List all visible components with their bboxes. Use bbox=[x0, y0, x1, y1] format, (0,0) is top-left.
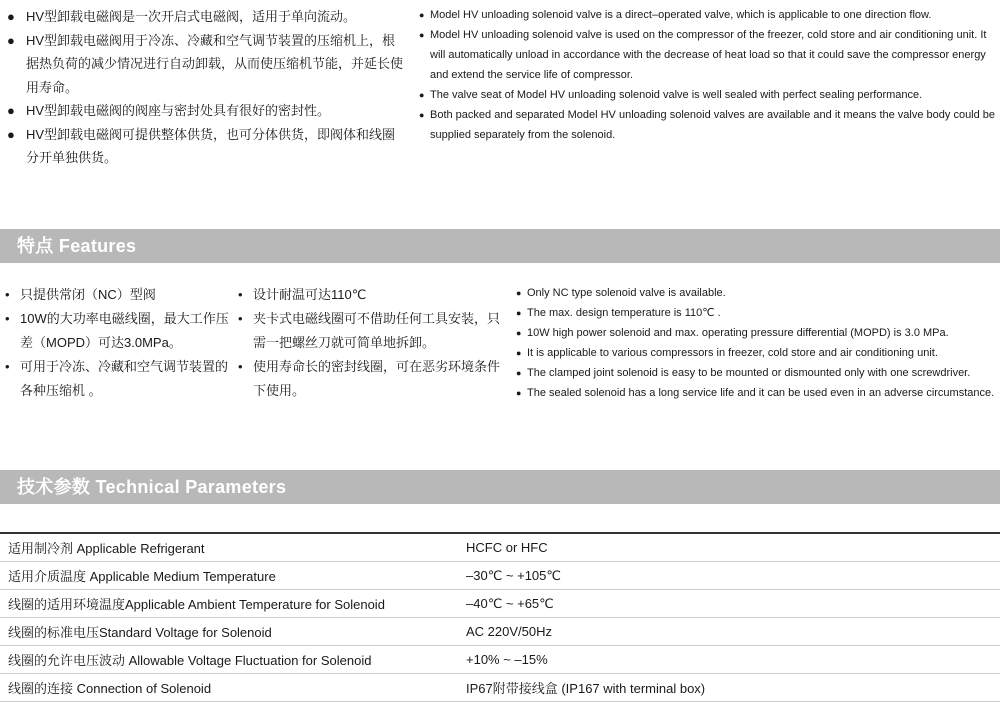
bullet-icon: ● bbox=[419, 30, 425, 40]
bullet-icon: ● bbox=[7, 126, 15, 142]
bullet-icon: ● bbox=[516, 308, 522, 318]
bullet-icon: ● bbox=[516, 388, 522, 398]
list-item: ● HV型卸载电磁阀是一次开启式电磁阀，适用于单向流动。 bbox=[4, 5, 404, 29]
param-label: 适用介质温度 Applicable Medium Temperature bbox=[0, 562, 466, 590]
list-item: ● The max. design temperature is 110℃ . bbox=[515, 303, 997, 323]
table-row bbox=[0, 618, 1000, 646]
table-row bbox=[0, 533, 1000, 562]
bullet-icon: ● bbox=[419, 110, 425, 120]
list-item: ● HV型卸载电磁阀可提供整体供货，也可分体供货，即阀体和线圈分开单独供货。 bbox=[4, 123, 404, 170]
features-en-list bbox=[515, 283, 997, 403]
bullet-icon: • bbox=[238, 359, 243, 374]
list-item: ● The sealed solenoid has a long service life and it can be used even in an adverse circumstance. bbox=[515, 383, 997, 403]
list-item: ● The clamped joint solenoid is easy to be mounted or dismounted only with one screwdriver. bbox=[515, 363, 997, 383]
param-value: –30℃ ~ +105℃ bbox=[466, 562, 1000, 590]
list-item: • 设计耐温可达110℃ bbox=[235, 283, 503, 307]
param-value: IP67附带接线盒 (IP167 with terminal box) bbox=[466, 674, 1000, 702]
list-item: ● Both packed and separated Model HV unloading solenoid valves are available and it means the valve body could be supplied separately from the solenoid. bbox=[418, 105, 998, 145]
bullet-icon: ● bbox=[419, 10, 425, 20]
intro-en-list bbox=[418, 5, 998, 145]
bullet-icon: • bbox=[5, 287, 10, 302]
list-item: ● HV型卸载电磁阀用于冷冻、冷藏和空气调节装置的压缩机上，根据热负荷的减少情况进行自动卸载，从而使压缩机节能，并延长使用寿命。 bbox=[4, 29, 404, 100]
param-label: 线圈的适用环境温度Applicable Ambient Temperature for Solenoid bbox=[0, 590, 466, 618]
table-row bbox=[0, 562, 1000, 590]
features-cn-right bbox=[235, 283, 503, 403]
list-item: ● Model HV unloading solenoid valve is used on the compressor of the freezer, cold store and air conditioning unit. It will automatically unload in accordance with the decrease of heat load so that it could save the compressor energy and extend the service life of compressor. bbox=[418, 25, 998, 85]
bullet-icon: ● bbox=[516, 288, 522, 298]
list-item: ● HV型卸载电磁阀的阀座与密封处具有很好的密封性。 bbox=[4, 99, 404, 123]
list-item: • 10W的大功率电磁线圈，最大工作压差（MOPD）可达3.0MPa。 bbox=[2, 307, 232, 355]
technical-section-title: 技术参数 Technical Parameters bbox=[0, 470, 1000, 504]
param-label: 线圈的标准电压Standard Voltage for Solenoid bbox=[0, 618, 466, 646]
bullet-icon: ● bbox=[516, 328, 522, 338]
list-item: • 夹卡式电磁线圈可不借助任何工具安装，只需一把螺丝刀就可简单地拆卸。 bbox=[235, 307, 503, 355]
bullet-icon: ● bbox=[516, 348, 522, 358]
param-label: 线圈的连接 Connection of Solenoid bbox=[0, 674, 466, 702]
list-item: ● It is applicable to various compressors in freezer, cold store and air conditioning unit. bbox=[515, 343, 997, 363]
bullet-icon: • bbox=[5, 311, 10, 326]
bullet-icon: ● bbox=[7, 32, 15, 48]
param-value: AC 220V/50Hz bbox=[466, 618, 1000, 646]
features-cn-left bbox=[2, 283, 232, 403]
param-label: 适用制冷剂 Applicable Refrigerant bbox=[0, 533, 466, 562]
param-value: –40℃ ~ +65℃ bbox=[466, 590, 1000, 618]
table-row bbox=[0, 590, 1000, 618]
param-value: +10% ~ –15% bbox=[466, 646, 1000, 674]
param-label: 线圈的允许电压波动 Allowable Voltage Fluctuation for Solenoid bbox=[0, 646, 466, 674]
bullet-icon: ● bbox=[419, 90, 425, 100]
table-row bbox=[0, 646, 1000, 674]
technical-parameters-table bbox=[0, 532, 1000, 702]
param-value: HCFC or HFC bbox=[466, 533, 1000, 562]
bullet-icon: ● bbox=[7, 9, 15, 24]
features-section-title: 特点 Features bbox=[0, 229, 1000, 263]
bullet-icon: • bbox=[238, 287, 243, 302]
table-row bbox=[0, 674, 1000, 702]
list-item: ● Only NC type solenoid valve is available. bbox=[515, 283, 997, 303]
list-item: • 使用寿命长的密封线圈，可在恶劣环境条件下使用。 bbox=[235, 355, 503, 403]
bullet-icon: ● bbox=[7, 103, 15, 118]
list-item: • 只提供常闭（NC）型阀 bbox=[2, 283, 232, 307]
bullet-icon: • bbox=[5, 359, 10, 374]
list-item: ● The valve seat of Model HV unloading solenoid valve is well sealed with perfect sealing performance. bbox=[418, 85, 998, 105]
list-item: ● Model HV unloading solenoid valve is a direct–operated valve, which is applicable to one direction flow. bbox=[418, 5, 998, 25]
list-item: ● 10W high power solenoid and max. operating pressure differential (MOPD) is 3.0 MPa. bbox=[515, 323, 997, 343]
bullet-icon: ● bbox=[516, 368, 522, 378]
list-item: • 可用于冷冻、冷藏和空气调节装置的各种压缩机 。 bbox=[2, 355, 232, 403]
bullet-icon: • bbox=[238, 311, 243, 326]
intro-cn-list bbox=[4, 5, 404, 170]
